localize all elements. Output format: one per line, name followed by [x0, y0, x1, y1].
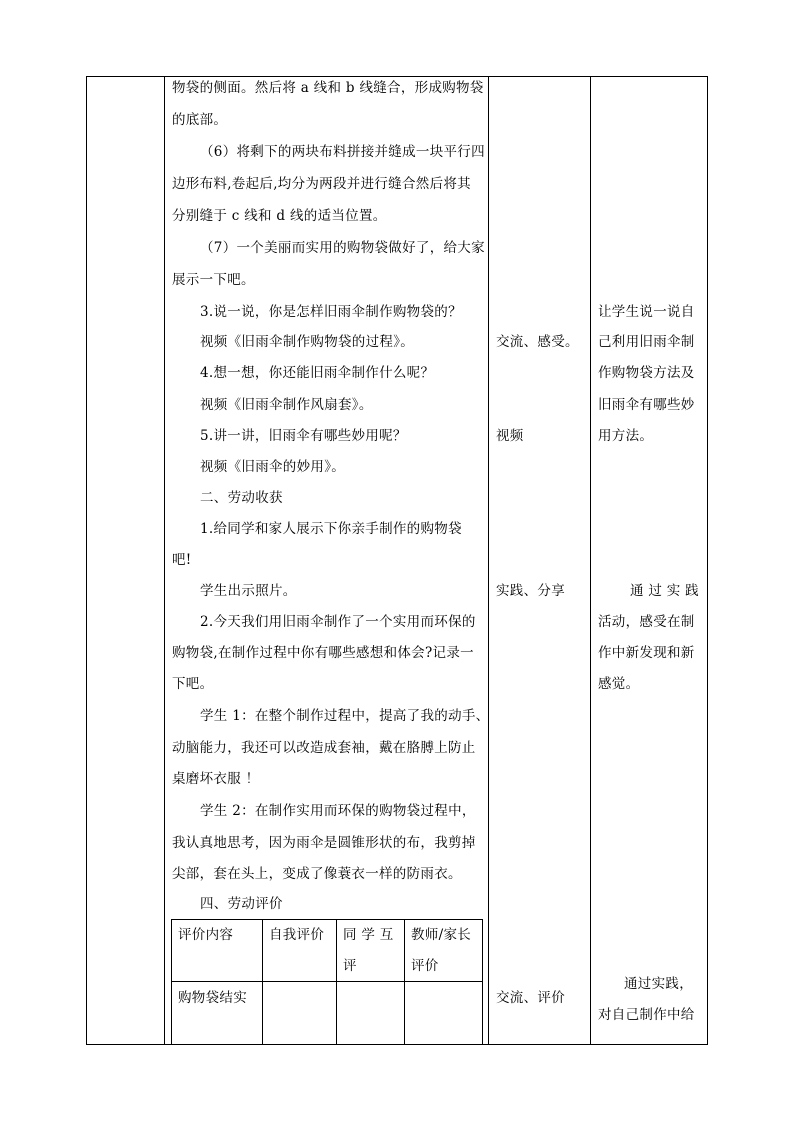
table-right-border	[707, 76, 708, 1045]
eval-header-content: 评价内容	[178, 927, 234, 943]
text-line: 视频《旧雨伞制作购物袋的过程》。	[200, 334, 415, 350]
eval-table-col	[171, 919, 172, 1045]
intent-text: 活动，感受在制	[598, 614, 695, 630]
text-line: 2.今天我们用旧雨伞制作了一个实用而环保的	[200, 614, 476, 630]
table-left-border	[86, 76, 87, 1045]
eval-header-self: 自我评价	[269, 927, 325, 943]
intent-text: 用方法。	[598, 428, 654, 444]
intent-text: 对自己制作中给	[598, 1007, 695, 1023]
text-line: 边形布料,卷起后,均分为两段并进行缝合然后将其	[172, 176, 471, 192]
text-line: 3.说一说，你是怎样旧雨伞制作购物袋的？	[200, 304, 462, 320]
col-divider-1	[164, 76, 165, 1045]
intent-text: 作中新发现和新	[598, 645, 695, 661]
eval-header-teacher-line2: 评价	[411, 958, 439, 974]
text-line: 我认真地思考，因为雨伞是圆锥形状的布，我剪掉	[172, 835, 476, 851]
intent-text: 作购物袋方法及	[598, 365, 695, 381]
text-line: 5.讲一讲，旧雨伞有哪些妙用呢？	[200, 428, 407, 444]
text-line: （6）将剩下的两块布料拼接并缝成一块平行四	[200, 144, 485, 160]
eval-table-col	[482, 919, 483, 1045]
text-line: 动脑能力，我还可以改造成套袖，戴在胳膊上防止	[172, 740, 476, 756]
eval-table-col	[336, 919, 337, 1045]
text-line: 展示一下吧。	[172, 272, 255, 288]
text-line: 视频《旧雨伞的妙用》。	[200, 459, 346, 475]
eval-header-peer: 同 学 互	[343, 927, 394, 943]
text-line: 4.想一想，你还能旧雨伞制作什么呢？	[200, 365, 435, 381]
section-heading: 四、劳动评价	[200, 896, 283, 912]
col-divider-3	[590, 76, 591, 1045]
table-bottom-border	[86, 1044, 708, 1045]
section-heading: 二、劳动收获	[200, 490, 283, 506]
intent-text: 通过实践，	[624, 976, 693, 992]
eval-table-col	[262, 919, 263, 1045]
text-line: 物袋的侧面。然后将 a 线和 b 线缝合，形成购物袋	[172, 80, 484, 96]
text-line: 尖部，套在头上，变成了像蓑衣一样的防雨衣。	[172, 866, 462, 882]
intent-text: 通 过 实 践	[630, 583, 699, 599]
text-line: 购物袋,在制作过程中你有哪些感想和体会?记录一	[172, 645, 474, 661]
student-activity-text: 交流、感受。	[496, 334, 579, 350]
text-line: 的底部。	[172, 112, 228, 128]
student-activity-text: 实践、分享	[496, 583, 565, 599]
intent-text: 让学生说一说自	[598, 304, 695, 320]
eval-header-teacher: 教师/家长	[411, 927, 472, 943]
student-activity-text: 视频	[496, 428, 524, 444]
intent-text: 感觉。	[598, 676, 640, 692]
col-divider-2	[488, 76, 489, 1045]
text-line: 分别缝于 c 线和 d 线的适当位置。	[172, 208, 387, 224]
intent-text: 己利用旧雨伞制	[598, 334, 695, 350]
text-line: 视频《旧雨伞制作风扇套》。	[200, 397, 373, 413]
eval-row-label: 购物袋结实	[178, 990, 247, 1006]
intent-text: 旧雨伞有哪些妙	[598, 397, 695, 413]
text-line: 1.给同学和家人展示下你亲手制作的购物袋	[200, 521, 462, 537]
text-line: 学生 2：在制作实用而环保的购物袋过程中，	[200, 803, 476, 819]
text-line: 下吧。	[172, 676, 214, 692]
text-line: 吧!	[172, 552, 192, 568]
text-line: 桌磨坏衣服 ！	[172, 771, 260, 787]
eval-header-peer-line2: 评	[343, 958, 357, 974]
student-activity-text: 交流、评价	[496, 990, 565, 1006]
text-line: （7）一个美丽而实用的购物袋做好了，给大家	[200, 240, 485, 256]
text-line: 学生出示照片。	[200, 583, 297, 599]
text-line: 学生 1：在整个制作过程中，提高了我的动手、	[200, 708, 490, 724]
eval-table-col	[404, 919, 405, 1045]
eval-table-row-divider	[171, 981, 483, 982]
